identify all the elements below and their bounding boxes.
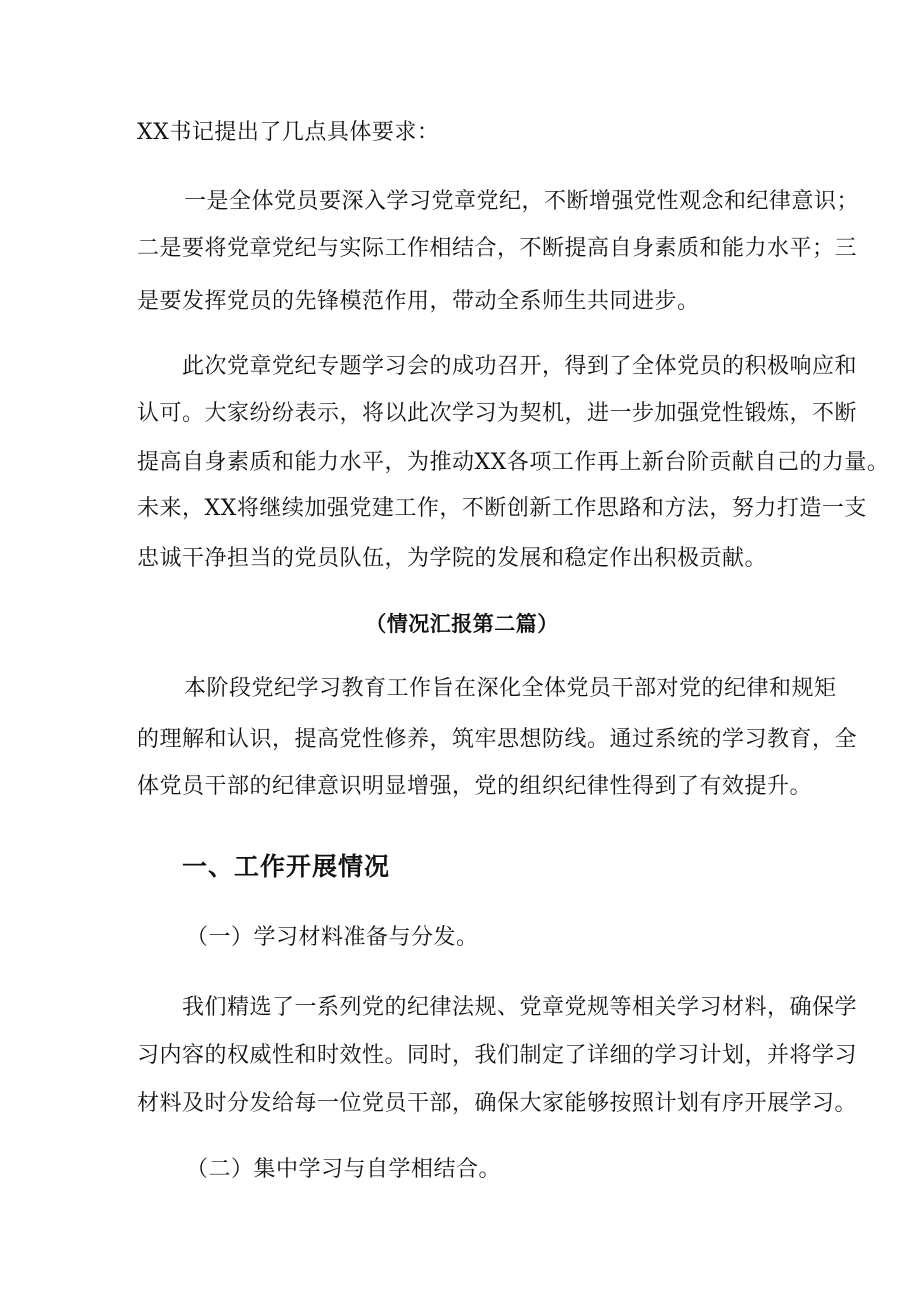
text-line: 未来，XX将继续加强党建工作，不断创新工作思路和方法，努力打造一支	[137, 496, 867, 521]
text-line: 提高自身素质和能力水平，为推动XX各项工作再上新台阶贡献自己的力量。	[137, 450, 890, 475]
subsection-heading: （一）学习材料准备与分发。	[186, 925, 479, 950]
text-line: 体党员干部的纪律意识明显增强，党的组织纪律性得到了有效提升。	[137, 774, 813, 799]
text-line: 一是全体党员要深入学习党章党纪，不断增强党性观念和纪律意识；	[184, 189, 860, 214]
text-line: 是要发挥党员的先锋模范作用，带动全系师生共同进步。	[137, 289, 700, 314]
text-line: XX书记提出了几点具体要求：	[137, 120, 440, 145]
text-line: 我们精选了一系列党的纪律法规、党章党规等相关学习材料，确保学	[182, 995, 858, 1020]
section-heading: 一、工作开展情况	[182, 852, 391, 881]
section-subtitle: （情况汇报第二篇）	[365, 612, 559, 636]
text-line: 认可。大家纷纷表示，将以此次学习为契机，进一步加强党性锻炼，不断	[137, 401, 858, 426]
text-line: 此次党章党纪专题学习会的成功召开，得到了全体党员的积极响应和	[182, 354, 858, 379]
subsection-heading: （二）集中学习与自学相结合。	[186, 1157, 502, 1182]
text-line: 的理解和认识，提高党性修养，筑牢思想防线。通过系统的学习教育，全	[137, 727, 858, 752]
text-line: 忠诚干净担当的党员队伍，为学院的发展和稳定作出积极贡献。	[137, 546, 768, 571]
text-line: 二是要将党章党纪与实际工作相结合，不断提高自身素质和能力水平；三	[137, 236, 858, 261]
text-line: 材料及时分发给每一位党员干部，确保大家能够按照计划有序开展学习。	[137, 1091, 858, 1116]
text-line: 习内容的权威性和时效性。同时，我们制定了详细的学习计划，并将学习	[137, 1043, 858, 1068]
text-line: 本阶段党纪学习教育工作旨在深化全体党员干部对党的纪律和规矩	[184, 676, 837, 701]
